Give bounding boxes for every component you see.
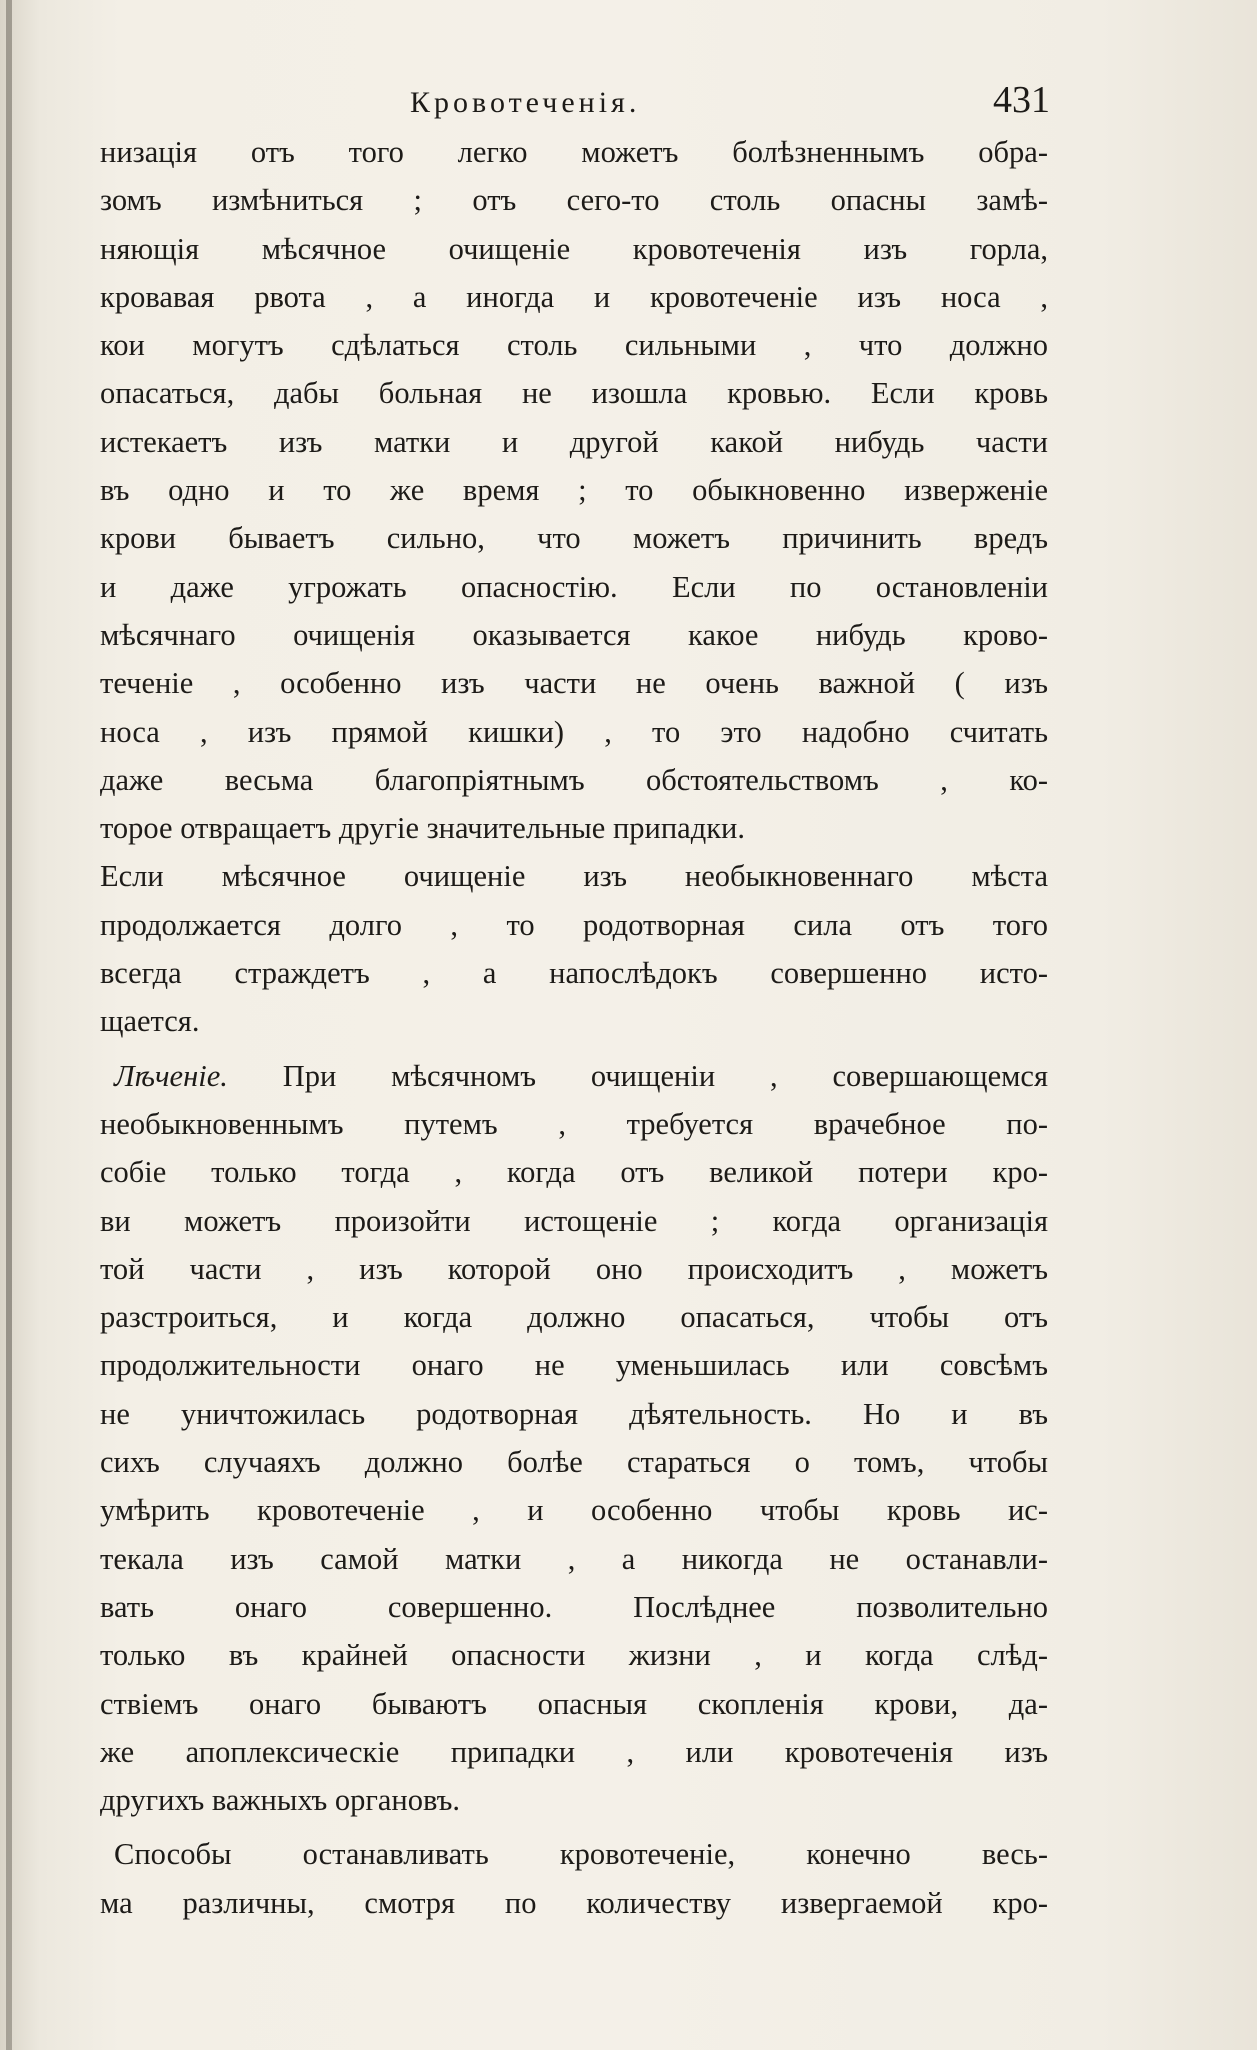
text-line: продолжительности онаго не уменьшилась или совсѣмъ	[100, 1348, 1048, 1383]
binding-shadow	[6, 0, 12, 2050]
text-line: продолжается долго , то родотворная сила отъ того	[100, 907, 1048, 942]
text-line: щается.	[100, 1004, 200, 1039]
text-line: опасаться, дабы больная не изошла кровью. Если кровь	[100, 376, 1048, 411]
text-line: мѣсячнаго очищенія оказывается какое нибудь крово-	[100, 617, 1048, 652]
text-line: Если мѣсячное очищеніе изъ необыкновеннаго мѣста	[100, 859, 1048, 894]
text-line: текала изъ самой матки , а никогда не останавли-	[100, 1541, 1048, 1576]
text-line: даже весьма благопріятнымъ обстоятельствомъ , ко-	[100, 762, 1048, 797]
text-line: и даже угрожать опасностію. Если по остановленіи	[100, 569, 1048, 604]
text-line: ствіемъ онаго бываютъ опасныя скопленія крови, да-	[100, 1686, 1048, 1721]
text-line: той части , изъ которой оно происходитъ , можетъ	[100, 1251, 1048, 1286]
body-text	[100, 128, 1048, 1927]
text-line-with-heading	[100, 1052, 1048, 1100]
text-line: крови бываетъ сильно, что можетъ причинить вредъ	[100, 521, 1048, 556]
text-line: всегда страждетъ , а напослѣдокъ совершенно исто-	[100, 956, 1048, 991]
text-line: собіе только тогда , когда отъ великой потери кро-	[100, 1155, 1048, 1190]
text-line: зомъ измѣниться ; отъ сего-то столь опасны замѣ-	[100, 183, 1048, 218]
running-title: Кровотеченія.	[410, 86, 641, 119]
text-line: теченіе , особенно изъ части не очень важной ( изъ	[100, 666, 1048, 701]
text-line: же апоплексическіе припадки , или кровотеченія изъ	[100, 1734, 1048, 1769]
text-line: вать онаго совершенно. Послѣднее позволительно	[100, 1589, 1048, 1624]
section-lead-italic: Лѣченіе.	[114, 1058, 228, 1093]
text-line: необыкновеннымъ путемъ , требуется врачебное по-	[100, 1106, 1048, 1141]
text-line: ви можетъ произойти истощеніе ; когда организація	[100, 1203, 1048, 1238]
text-line: носа , изъ прямой кишки) , то это надобно считать	[100, 714, 1048, 749]
text-line: ма различны, смотря по количеству извергаемой кро-	[100, 1885, 1048, 1920]
text-line: другихъ важныхъ органовъ.	[100, 1783, 460, 1818]
text-line: не уничтожилась родотворная дѣятельность. Но и въ	[100, 1396, 1048, 1431]
page-header	[100, 78, 1050, 128]
text-line: умѣрить кровотеченіе , и особенно чтобы кровь ис-	[100, 1493, 1048, 1528]
text-line: Способы останавливать кровотеченіе, конечно весь-	[114, 1837, 1048, 1872]
text-line-rest: При мѣсячномъ очищеніи , совершающемся	[227, 1058, 1048, 1093]
text-line: истекаетъ изъ матки и другой какой нибудь части	[100, 424, 1048, 459]
text-line: сихъ случаяхъ должно болѣе стараться о томъ, чтобы	[100, 1445, 1048, 1480]
text-line: кои могутъ сдѣлаться столь сильными , что должно	[100, 328, 1048, 363]
text-line: разстроиться, и когда должно опасаться, чтобы отъ	[100, 1300, 1048, 1335]
page-number: 431	[993, 79, 1050, 121]
text-line: няющія мѣсячное очищеніе кровотеченія изъ горла,	[100, 231, 1048, 266]
text-line: торое отвращаетъ другіе значительные припадки.	[100, 811, 745, 846]
text-line: только въ крайней опасности жизни , и когда слѣд-	[100, 1638, 1048, 1673]
text-line: низація отъ того легко можетъ болѣзненнымъ обра-	[100, 135, 1048, 169]
text-line: кровавая рвота , а иногда и кровотеченіе изъ носа ,	[100, 279, 1048, 314]
text-line: въ одно и то же время ; то обыкновенно изверженіе	[100, 473, 1048, 508]
